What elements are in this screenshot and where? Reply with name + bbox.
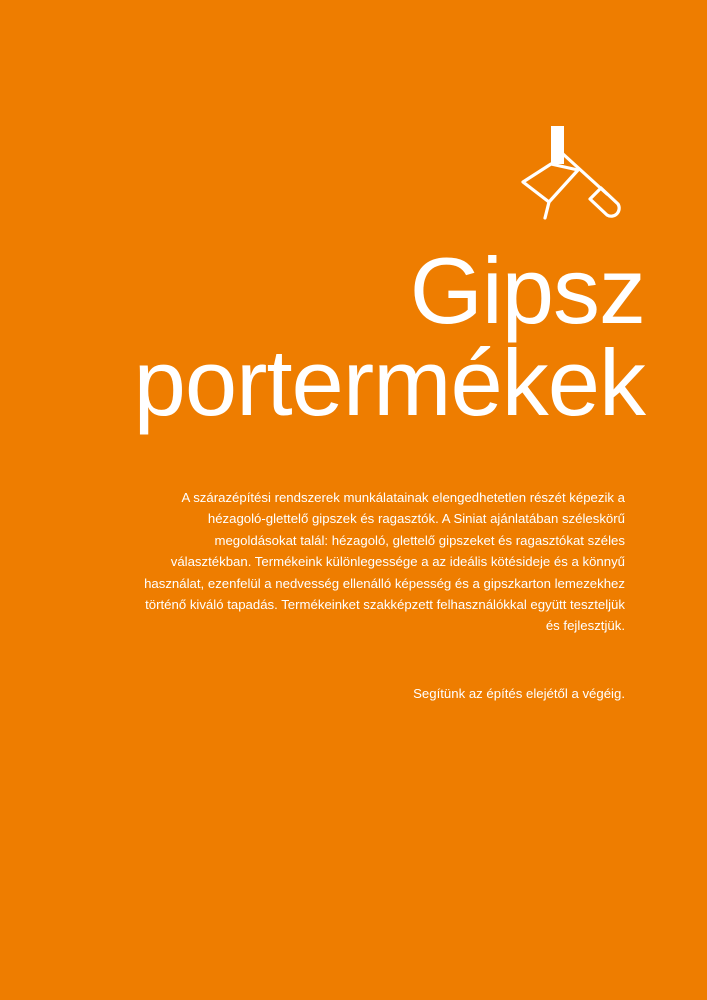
intro-paragraph — [140, 487, 625, 637]
page-title-line-2: portermékek — [133, 330, 645, 436]
tagline — [140, 670, 625, 718]
putty-knife-trowel-icon — [519, 118, 629, 228]
page-title-line-1: Gipsz — [409, 238, 645, 343]
tagline-text: Segítünk az építés elejétől a végéig. — [413, 686, 625, 702]
page-title — [0, 238, 645, 436]
intro-paragraph-text: A szárazépítési rendszerek munkálatainak elengedhetetlen részét képezik a hézagoló-glettelő gipszek és ragasztók. A Siniat ajánlatában széleskörű megoldásokat talál: hézagoló, glettelő gipszeket és ragasztókat széles választékban. Termékeink különlegessége a az ideális kötésideje és a könnyű használat, ezenfelül a nedvesség ellenálló képesség és a gipszkarton lemezekhez történő kiváló tapadás. Termékeinket szakképzett felhasználókkal együtt teszteljük és fejlesztjük. — [144, 490, 625, 634]
